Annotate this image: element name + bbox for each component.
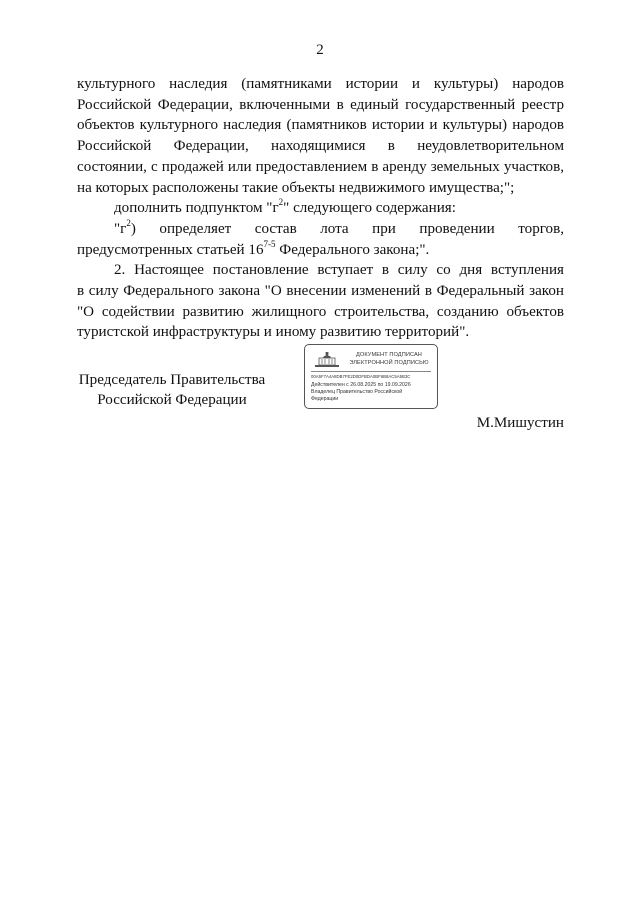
item2-line: "О содействии развитию жилищного строительства, созданию объектов — [77, 303, 564, 320]
stamp-validity: Действителен с 26.08.2025 по 19.09.2026 — [311, 382, 411, 388]
body-line: состоянии, с продажей или предоставлением в аренду земельных участков, — [77, 158, 564, 175]
stamp-certificate: 00A5F7A4A8DB7FE2D0DFBDA0BF6B8AC5A5B3C — [311, 374, 411, 379]
document-body — [77, 74, 564, 343]
item-word: лота — [320, 220, 349, 237]
page-number: 2 — [316, 42, 324, 58]
item2-line: 2. Настоящее постановление вступает в силу со дня вступления — [114, 262, 564, 279]
signer-title-line: Российской Федерации — [97, 392, 247, 408]
item-word: при — [372, 220, 396, 237]
government-building-icon — [313, 351, 341, 369]
stamp-header-line: ЭЛЕКТРОННОЙ ПОДПИСЬЮ — [349, 359, 429, 366]
item-word: определяет — [159, 220, 232, 237]
supplement-line — [77, 198, 564, 219]
item-text: Федерального закона;". — [275, 241, 430, 258]
item-word: состав — [254, 220, 297, 237]
body-line: культурного наследия (памятниками истории и культуры) народов — [77, 76, 564, 92]
supplement-text: " следующего содержания: — [283, 200, 456, 217]
item-g2-line — [77, 219, 564, 240]
item-text: предусмотренных статьей 16 — [77, 241, 264, 258]
stamp-owner: Федерации — [311, 396, 339, 402]
body-line: объектов культурного наследия (памятников истории и культуры) народов — [77, 117, 564, 134]
stamp-header-line: ДОКУМЕНТ ПОДПИСАН — [356, 352, 422, 358]
item2-line: туристской инфраструктуры и иному развитию территорий". — [77, 324, 470, 341]
item-g2-line — [77, 240, 564, 261]
supplement-text: дополнить подпунктом "г — [114, 200, 279, 217]
superscript: 7-5 — [263, 238, 276, 249]
body-line: Российской Федерации, находящимися в неудовлетворительном — [77, 138, 564, 155]
electronic-signature-stamp — [304, 344, 438, 409]
body-line: на которых расположены такие объекты недвижимого имущества;"; — [77, 179, 515, 196]
superscript: 2 — [278, 197, 284, 208]
item-word: "г — [114, 220, 127, 237]
signer-title — [77, 370, 267, 410]
stamp-header — [343, 352, 435, 367]
item-word: ) — [130, 220, 136, 237]
item-word: торгов, — [518, 220, 565, 237]
item-word: проведении — [419, 220, 495, 237]
signer-title-line: Председатель Правительства — [78, 372, 266, 388]
stamp-owner: Владелец Правительство Российской — [311, 389, 403, 395]
item2-line: в силу Федерального закона "О внесении изменений в Федеральный закон — [77, 283, 564, 300]
stamp-divider — [311, 371, 431, 372]
body-line: Российской Федерации, включенными в единый государственный реестр — [77, 96, 564, 113]
signer-name: М.Мишустин — [476, 415, 564, 431]
superscript: 2 — [126, 217, 131, 228]
